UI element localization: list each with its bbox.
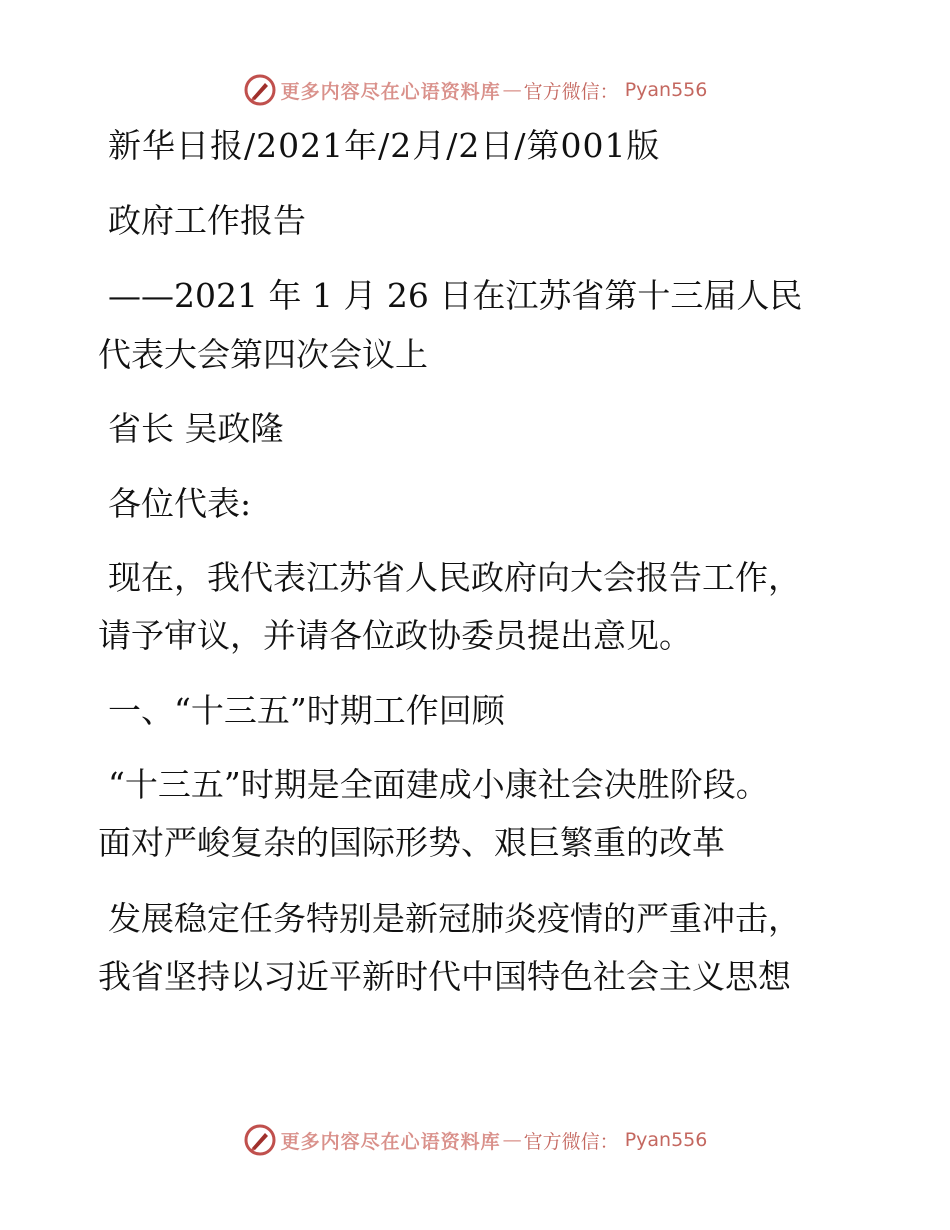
subtitle-line-1: ——2021 年 1 月 26 日在江苏省第十三届人民	[108, 276, 803, 315]
greeting: 各位代表:	[108, 484, 252, 523]
watermark-site-text: 更多内容尽在心语资料库	[280, 1130, 501, 1153]
paragraph-1-line-1: 现在，我代表江苏省人民政府向大会报告工作，	[108, 558, 801, 597]
dateline: 新华日报/2021年/2月/2日/第001版	[108, 126, 661, 165]
watermark-wechat-id: Pyan556	[624, 1129, 708, 1151]
watermark-dash: —	[502, 79, 522, 101]
pen-logo-icon	[243, 1123, 277, 1157]
paragraph-3-line-2: 我省坚持以习近平新时代中国特色社会主义思想	[98, 957, 791, 996]
watermark-dash: —	[502, 1129, 522, 1151]
paragraph-2-line-2: 面对严峻复杂的国际形势、艰巨繁重的改革	[98, 823, 725, 862]
watermark-wechat-id: Pyan556	[624, 79, 708, 101]
watermark-wechat-label: 官方微信：	[523, 80, 619, 103]
document-title: 政府工作报告	[108, 201, 306, 240]
paragraph-2-line-1: “十三五”时期是全面建成小康社会决胜阶段。	[108, 765, 769, 804]
paragraph-1-line-2: 请予审议，并请各位政协委员提出意见。	[98, 616, 692, 655]
subtitle-line-2: 代表大会第四次会议上	[98, 335, 428, 374]
paragraph-3-line-1: 发展稳定任务特别是新冠肺炎疫情的严重冲击，	[108, 899, 801, 938]
author-line: 省长 吴政隆	[108, 409, 284, 448]
section-heading: 一、“十三五”时期工作回顾	[108, 691, 505, 730]
footer-watermark-banner	[0, 1120, 950, 1160]
watermark-wechat-label: 官方微信：	[523, 1130, 619, 1153]
pen-logo-icon	[243, 73, 277, 107]
watermark-site-text: 更多内容尽在心语资料库	[280, 80, 501, 103]
header-watermark-banner	[0, 70, 950, 110]
